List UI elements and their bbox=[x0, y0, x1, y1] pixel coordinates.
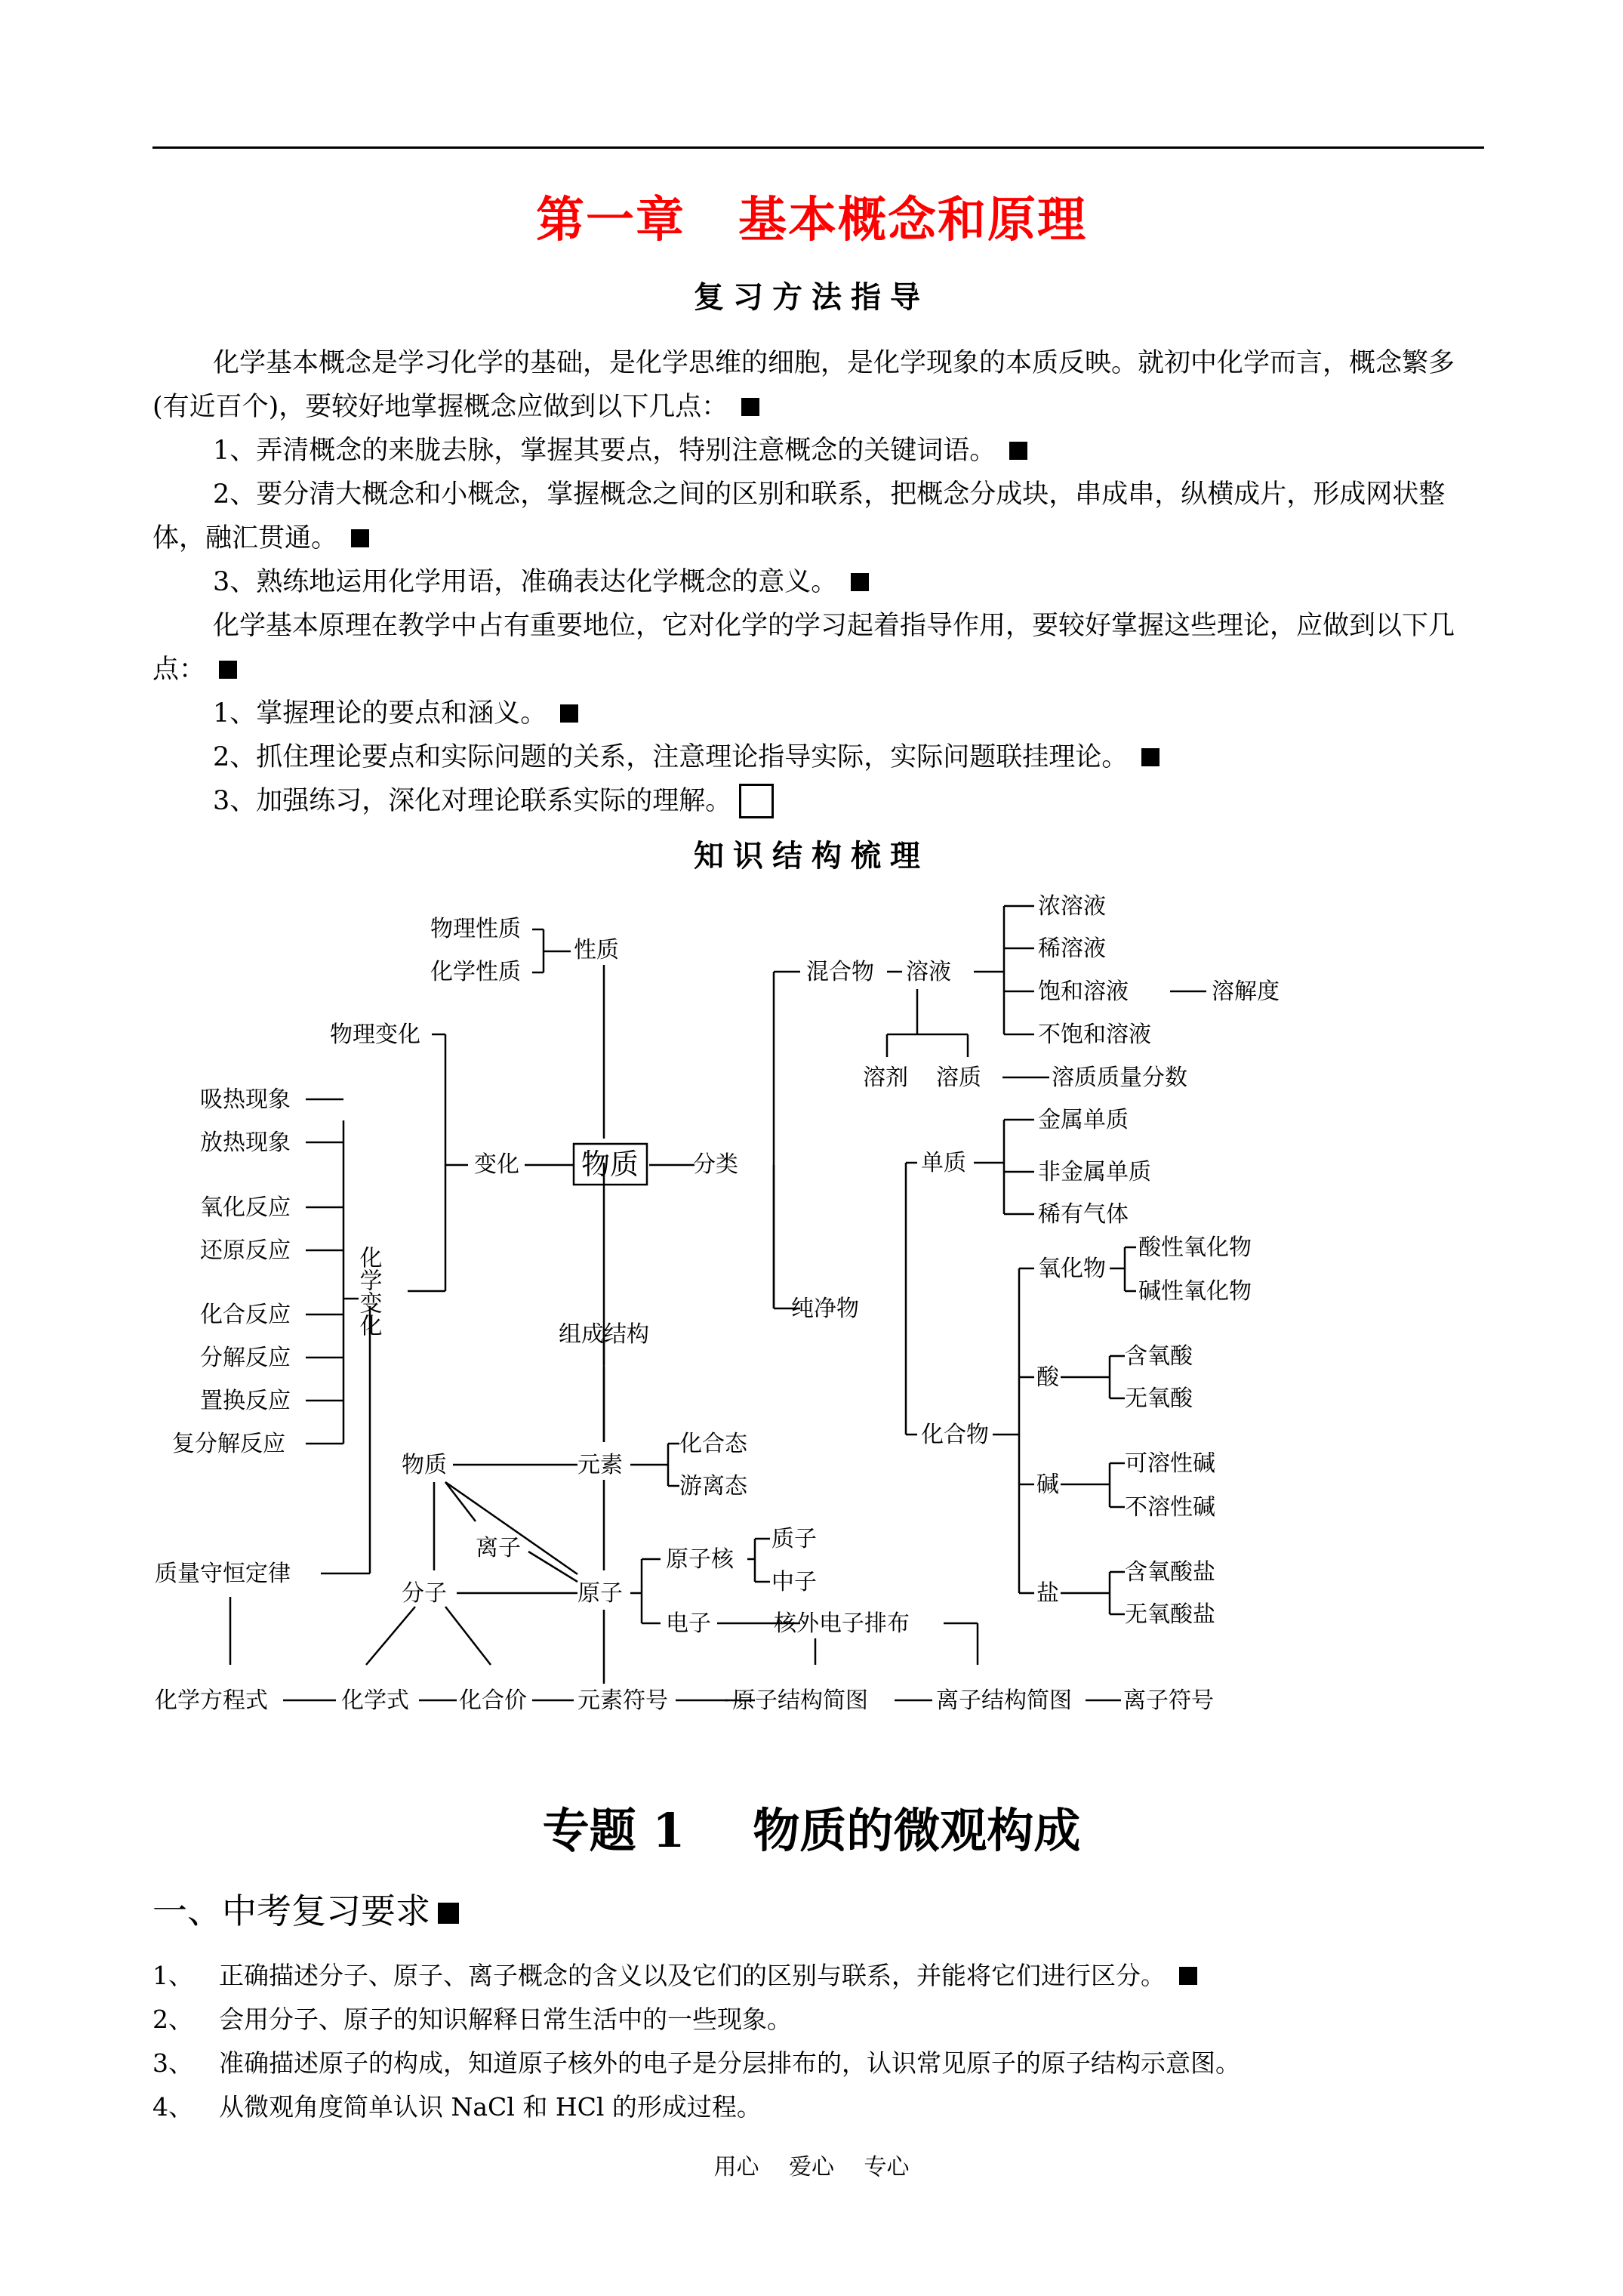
node-anoxyacid: 无氧酸 bbox=[1125, 1385, 1193, 1412]
node-element-substance: 单质 bbox=[921, 1150, 966, 1176]
node-noble-gas: 稀有气体 bbox=[1038, 1201, 1129, 1228]
node-mixture: 混合物 bbox=[806, 959, 874, 985]
node-neutron: 中子 bbox=[771, 1569, 817, 1595]
node-solubility: 溶解度 bbox=[1212, 978, 1280, 1005]
method-item: 3、熟练地运用化学用语，准确表达化学概念的意义。 bbox=[152, 560, 1484, 604]
node-equation: 化学方程式 bbox=[155, 1687, 268, 1714]
node-metal: 金属单质 bbox=[1038, 1107, 1129, 1133]
node-displacement: 置换反应 bbox=[200, 1388, 291, 1414]
node-electron-config: 核外电子排布 bbox=[774, 1610, 910, 1637]
square-marker-icon bbox=[438, 1903, 459, 1924]
topic-title: 专题 1 物质的微观构成 bbox=[542, 1803, 1081, 1858]
node-chemical-change: 化学变化 bbox=[355, 1246, 382, 1336]
structure-heading: 知识结构梳理 bbox=[694, 838, 929, 874]
method-paragraph-2: 化学基本原理在教学中占有重要地位，它对化学的学习起着指导作用，要较好掌握这些理论，应做到以下几点： bbox=[152, 611, 1455, 685]
node-ion-symbol: 离子符号 bbox=[1123, 1687, 1214, 1714]
node-solvent: 溶剂 bbox=[863, 1065, 908, 1091]
requirement-item: 4、 从微观角度简单认识 NaCl 和 HCl 的形成过程。 bbox=[152, 2092, 762, 2122]
node-atom-diagram: 原子结构简图 bbox=[732, 1687, 868, 1714]
node-exothermic: 放热现象 bbox=[200, 1130, 291, 1156]
node-center: 物质 bbox=[581, 1148, 639, 1181]
method-paragraph-1: 化学基本概念是学习化学的基础，是化学思维的细胞，是化学现象的本质反映。就初中化学而言，概念繁多(有近百个)，要较好地掌握概念应做到以下几点： bbox=[152, 348, 1455, 422]
node-combination: 化合反应 bbox=[200, 1302, 291, 1328]
node-reduction: 还原反应 bbox=[200, 1237, 291, 1264]
node-oxyacid: 含氧酸 bbox=[1125, 1343, 1193, 1370]
node-nonmetal: 非金属单质 bbox=[1038, 1159, 1151, 1185]
node-oxidation: 氧化反应 bbox=[200, 1194, 291, 1221]
node-saturated: 饱和溶液 bbox=[1038, 978, 1129, 1005]
node-physical-property: 物理性质 bbox=[430, 916, 521, 942]
requirement-item: 1、 正确描述分子、原子、离子概念的含义以及它们的区别与联系，并能将它们进行区分。 bbox=[152, 1954, 1496, 1998]
method-item: 1、弄清概念的来胧去脉，掌握其要点，特别注意概念的关键词语。 bbox=[152, 429, 1484, 473]
node-concentrated: 浓溶液 bbox=[1038, 893, 1106, 920]
node-insoluble-base: 不溶性碱 bbox=[1125, 1494, 1215, 1521]
node-molecule: 分子 bbox=[402, 1580, 447, 1607]
method-item: 2、抓住理论要点和实际问题的关系，注意理论指导实际，实际问题联挂理论。 bbox=[152, 735, 1484, 779]
node-base: 碱 bbox=[1036, 1472, 1059, 1498]
node-ion: 离子 bbox=[476, 1535, 521, 1561]
node-soluble-base: 可溶性碱 bbox=[1125, 1450, 1215, 1477]
chapter-number: 第一章 bbox=[536, 192, 685, 248]
node-element: 元素 bbox=[577, 1452, 623, 1478]
node-salt: 盐 bbox=[1036, 1580, 1059, 1607]
node-basic-oxide: 碱性氧化物 bbox=[1138, 1278, 1252, 1305]
method-item: 1、掌握理论的要点和涵义。 bbox=[152, 692, 1484, 735]
node-unsaturated: 不饱和溶液 bbox=[1038, 1022, 1151, 1048]
node-anoxysalt: 无氧酸盐 bbox=[1125, 1601, 1215, 1628]
page-footer: 用心 爱心 专心 bbox=[713, 2154, 910, 2180]
node-proton: 质子 bbox=[771, 1526, 817, 1552]
node-nucleus: 原子核 bbox=[666, 1546, 734, 1573]
node-oxysalt: 含氧酸盐 bbox=[1125, 1559, 1215, 1586]
node-formula: 化学式 bbox=[341, 1687, 409, 1714]
node-mass-conservation: 质量守恒定律 bbox=[155, 1561, 291, 1587]
node-matter-2: 物质 bbox=[402, 1452, 447, 1478]
node-mass-fraction: 溶质质量分数 bbox=[1052, 1065, 1187, 1091]
node-free-state: 游离态 bbox=[679, 1473, 747, 1499]
node-endothermic: 吸热现象 bbox=[200, 1086, 291, 1113]
node-acid: 酸 bbox=[1036, 1364, 1059, 1391]
requirement-item: 3、 准确描述原子的构成，知道原子核外的电子是分层排布的，认识常见原子的原子结构示意图。 bbox=[152, 2048, 1240, 2078]
node-composition: 组成结构 bbox=[559, 1321, 649, 1348]
node-solution: 溶液 bbox=[906, 959, 951, 985]
node-solute: 溶质 bbox=[936, 1065, 981, 1091]
requirements-list bbox=[152, 1954, 1496, 2129]
node-dilute: 稀溶液 bbox=[1038, 935, 1106, 962]
node-oxide: 氧化物 bbox=[1038, 1256, 1106, 1282]
node-pure: 纯净物 bbox=[791, 1296, 859, 1322]
node-element-symbol: 元素符号 bbox=[577, 1687, 668, 1714]
method-item: 3、加强练习，深化对理论联系实际的理解。 bbox=[152, 779, 1484, 823]
method-heading: 复习方法指导 bbox=[694, 279, 929, 315]
square-marker-icon bbox=[1179, 1967, 1197, 1985]
node-property: 性质 bbox=[574, 937, 619, 963]
node-acidic-oxide: 酸性氧化物 bbox=[1138, 1234, 1252, 1261]
node-chemical-property: 化学性质 bbox=[430, 959, 521, 985]
requirement-item: 2、 会用分子、原子的知识解释日常生活中的一些现象。 bbox=[152, 2005, 792, 2034]
node-ion-diagram: 离子结构简图 bbox=[936, 1687, 1072, 1714]
node-physical-change: 物理变化 bbox=[330, 1022, 420, 1048]
node-electron: 电子 bbox=[666, 1610, 711, 1637]
chapter-name: 基本概念和原理 bbox=[738, 192, 1087, 248]
node-change: 变化 bbox=[474, 1151, 519, 1178]
node-valence: 化合价 bbox=[459, 1687, 527, 1714]
requirements-heading: 一、中考复习要求 bbox=[152, 1884, 459, 1934]
node-combined-state: 化合态 bbox=[679, 1431, 747, 1457]
method-item: 2、要分清大概念和小概念，掌握概念之间的区别和联系，把概念分成块，串成串，纵横成片，形成网状整体，融汇贯通。 bbox=[152, 479, 1446, 553]
node-decomposition: 分解反应 bbox=[200, 1345, 291, 1371]
node-atom: 原子 bbox=[577, 1580, 623, 1607]
node-compound: 化合物 bbox=[921, 1422, 989, 1448]
node-classify: 分类 bbox=[693, 1151, 738, 1178]
node-double-decomposition: 复分解反应 bbox=[172, 1431, 285, 1457]
